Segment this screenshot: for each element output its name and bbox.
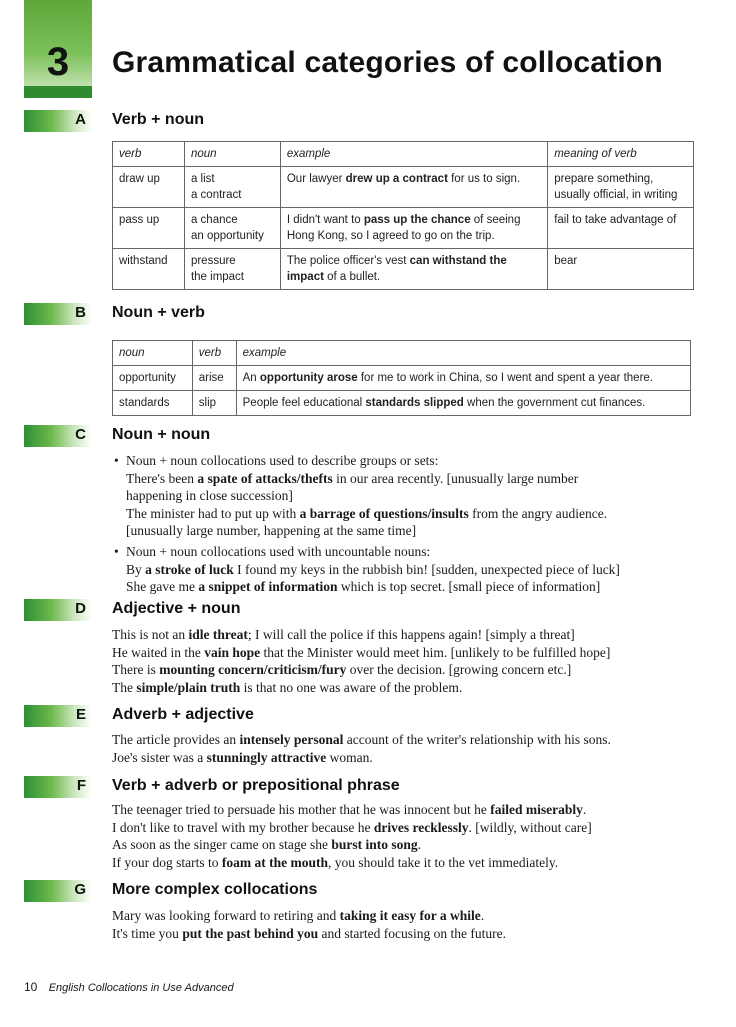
verb-noun-table — [112, 141, 694, 290]
book-title: English Collocations in Use Advanced — [48, 982, 234, 994]
example-line: He waited in the vain hope that the Minister would meet him. [unlikely to be fulfilled hope] — [112, 644, 611, 660]
column-header: verb — [192, 341, 236, 366]
meaning-cell: bear — [548, 249, 694, 290]
noun-cell: opportunity — [113, 366, 193, 391]
section-tab-b: B — [24, 303, 92, 325]
unit-number: 3 — [46, 40, 70, 84]
section-heading-a: Verb + noun — [112, 111, 205, 128]
section-tab-c: C — [24, 425, 92, 447]
example-line: It's time you put the past behind you and started focusing on the future. — [112, 925, 506, 941]
column-header: verb — [113, 142, 185, 167]
section-heading-f: Verb + adverb or prepositional phrase — [112, 777, 400, 794]
example-line: The article provides an intensely personal account of the writer's relationship with his sons. — [112, 732, 611, 747]
verb-cell: slip — [192, 391, 236, 416]
example-line: She gave me a snippet of information which is top secret. [small piece of information] — [126, 579, 601, 595]
example-line: The teenager tried to persuade his mother that he was innocent but he failed miserably. — [112, 802, 587, 817]
example-line: Mary was looking forward to retiring and taking it easy for a while. — [112, 908, 485, 923]
bullet-item: • Noun + noun collocations used to describe groups or sets: — [112, 452, 620, 470]
table-header-row — [113, 341, 691, 366]
column-header: example — [280, 142, 547, 167]
example-line: There's been a spate of attacks/thefts in our area recently. [unusually large number — [126, 470, 579, 486]
verb-cell: pass up — [113, 208, 185, 249]
bullet-item: • Noun + noun collocations used with uncountable nouns: — [112, 543, 620, 561]
example-cell: Our lawyer drew up a contract for us to sign. — [280, 167, 547, 208]
noun-cell: pressure the impact — [184, 249, 280, 290]
section-d-body — [112, 626, 610, 696]
section-e-body — [112, 731, 611, 766]
section-heading-d: Adjective + noun — [112, 600, 241, 617]
noun-cell: a chance an opportunity — [184, 208, 280, 249]
example-line: If your dog starts to foam at the mouth, you should take it to the vet immediately. — [112, 854, 559, 870]
meaning-cell: prepare something, usually official, in writing — [548, 167, 694, 208]
example-cell: I didn't want to pass up the chance of seeing Hong Kong, so I agreed to go on the trip. — [280, 208, 547, 249]
section-tab-f: F — [24, 776, 92, 798]
example-cell: People feel educational standards slipped when the government cut finances. — [236, 391, 690, 416]
example-line: This is not an idle threat; I will call the police if this happens again! [simply a threat] — [112, 627, 575, 642]
example-line: As soon as the singer came on stage she burst into song. — [112, 837, 421, 853]
example-line: The minister had to put up with a barrage of questions/insults from the angry audience. — [126, 505, 608, 521]
section-tab-g: G — [24, 880, 92, 902]
noun-cell: standards — [113, 391, 193, 416]
section-heading-e: Adverb + adjective — [112, 706, 254, 723]
example-line: Joe's sister was a stunningly attractive woman. — [112, 749, 373, 765]
page-title: Grammatical categories of collocation — [112, 46, 663, 79]
example-cell: The police officer's vest can withstand the impact of a bullet. — [280, 249, 547, 290]
section-tab-d: D — [24, 599, 92, 621]
example-line: [unusually large number, happening at the same time] — [126, 523, 417, 539]
verb-cell: arise — [192, 366, 236, 391]
column-header: noun — [184, 142, 280, 167]
table-row — [113, 208, 694, 249]
table-row — [113, 249, 694, 290]
column-header: noun — [113, 341, 193, 366]
unit-bar — [24, 86, 92, 98]
section-c-body — [112, 452, 620, 596]
verb-cell: withstand — [113, 249, 185, 290]
column-header: example — [236, 341, 690, 366]
table-row — [113, 167, 694, 208]
unit-number-box — [24, 0, 92, 98]
noun-cell: a list a contract — [184, 167, 280, 208]
example-line: By a stroke of luck I found my keys in the rubbish bin! [sudden, unexpected piece of luck] — [126, 561, 620, 577]
example-line: I don't like to travel with my brother because he drives recklessly. [wildly, without care] — [112, 819, 592, 835]
example-cell: An opportunity arose for me to work in China, so I went and spent a year there. — [236, 366, 690, 391]
section-g-body — [112, 907, 506, 942]
section-heading-c: Noun + noun — [112, 426, 211, 443]
section-heading-b: Noun + verb — [112, 304, 205, 321]
table-row — [113, 366, 691, 391]
section-tab-a: A — [24, 110, 92, 132]
example-line: The simple/plain truth is that no one was aware of the problem. — [112, 679, 463, 695]
verb-cell: draw up — [113, 167, 185, 208]
example-line: There is mounting concern/criticism/fury over the decision. [growing concern etc.] — [112, 662, 572, 678]
section-tab-e: E — [24, 705, 92, 727]
section-heading-g: More complex collocations — [112, 881, 318, 898]
column-header: meaning of verb — [548, 142, 694, 167]
page-number: 10 — [24, 980, 38, 994]
noun-verb-table — [112, 340, 691, 416]
example-line: happening in close succession] — [126, 488, 293, 504]
meaning-cell: fail to take advantage of — [548, 208, 694, 249]
table-header-row — [113, 142, 694, 167]
table-row — [113, 391, 691, 416]
section-f-body — [112, 801, 592, 871]
page-footer — [24, 980, 234, 994]
